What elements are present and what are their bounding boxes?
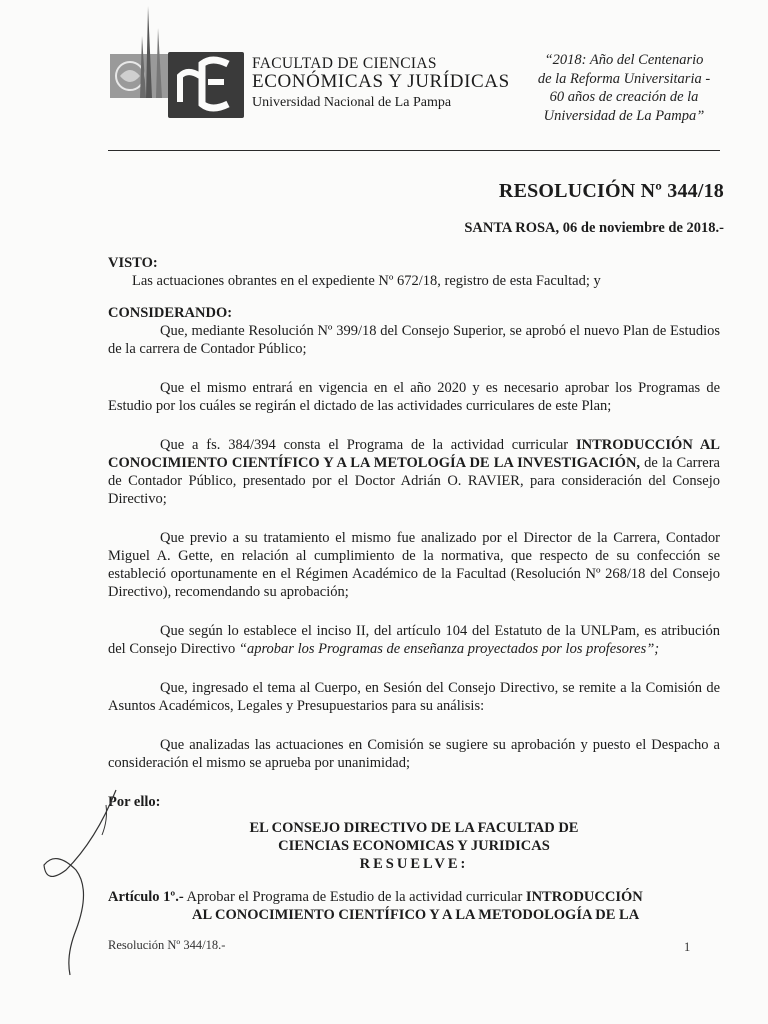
visto-text: Las actuaciones obrantes en el expediente Nº 672/18, registro de esta Facultad; y: [132, 273, 601, 289]
council-line-1: EL CONSEJO DIRECTIVO DE LA FACULTAD DE: [249, 820, 579, 836]
footer-resolution-ref: Resolución Nº 344/18.-: [108, 938, 226, 952]
faculty-name-block: [252, 56, 510, 114]
p3-text-c: de la Carrera de Contador Público, presentado por el Doctor Adrián O. RAVIER, para consideración del Consejo Directivo;: [108, 455, 720, 507]
considerando-paragraph-2: Que el mismo entrará en vigencia en el año 2020 y es necesario aprobar los Programas de Estudio por los cuáles se regirán el dictado de las actividades curriculares de este Plan;: [108, 380, 720, 414]
faculty-name-line1: FACULTAD DE CIENCIAS: [252, 55, 437, 72]
motto-line: 60 años de creación de la: [549, 89, 699, 105]
article-1-title-start: INTRODUCCIÓN: [525, 889, 643, 905]
university-name: Universidad Nacional de La Pampa: [252, 95, 452, 110]
article-1-label: Artículo 1º.-: [108, 889, 184, 905]
university-logo-icon: [108, 6, 248, 118]
motto-block: [512, 51, 736, 125]
article-1: [108, 888, 720, 924]
p3-text-a: Que a fs. 384/394 consta el Programa de la actividad curricular: [160, 437, 576, 453]
motto-line: “2018: Año del Centenario: [544, 52, 704, 68]
header-divider: [108, 150, 720, 151]
faculty-name-line2: ECONÓMICAS Y JURÍDICAS: [252, 71, 510, 92]
motto-line: de la Reforma Universitaria -: [537, 70, 711, 87]
article-1-title-continued: AL CONOCIMIENTO CIENTÍFICO Y A LA METODOLOGÍA DE LA: [192, 907, 640, 923]
document-body: [108, 254, 720, 924]
considerando-paragraph-3: [108, 436, 720, 508]
page-number: 1: [684, 940, 691, 954]
considerando-paragraph-7: Que analizadas las actuaciones en Comisión se sugiere su aprobación y puesto el Despacho a consideración el mismo se aprueba por unanimidad;: [108, 737, 720, 771]
resuelve-heading: RESUELVE:: [359, 856, 469, 872]
council-resolves-block: [108, 819, 720, 873]
council-line-2: CIENCIAS ECONOMICAS Y JURIDICAS: [278, 838, 550, 854]
place-date: SANTA ROSA, 06 de noviembre de 2018.-: [464, 220, 724, 236]
considerando-paragraph-6: Que, ingresado el tema al Cuerpo, en Sesión del Consejo Directivo, se remite a la Comisión de Asuntos Académicos, Legales y Presupuestarios para su análisis:: [108, 680, 720, 714]
p5-quote: “aprobar los Programas de enseñanza proyectados por los profesores”;: [238, 641, 660, 657]
considerando-heading: CONSIDERANDO:: [108, 305, 233, 321]
motto-line: Universidad de La Pampa”: [543, 107, 705, 124]
p5-text-a: Que según lo establece el inciso II, del artículo 104 del Estatuto de la UNLPam, es atribución del Consejo Directivo: [108, 623, 720, 657]
article-1-text: Aprobar el Programa de Estudio de la actividad curricular: [183, 889, 526, 905]
considerando-paragraph-5: [108, 622, 720, 658]
p3-course-title: INTRODUCCIÓN AL CONOCIMIENTO CIENTÍFICO Y A LA METOLOGÍA DE LA INVESTIGACIÓN,: [108, 437, 720, 471]
considerando-paragraph-4: Que previo a su tratamiento el mismo fue analizado por el Director de la Carrera, Contador Miguel A. Gette, en relación al cumplimiento de la normativa, que respecto de su confección se estableció oportunamente en el Régimen Académico de la Facultad (Resolución Nº 268/18 del Consejo Directivo), recomendando su aprobación;: [108, 530, 720, 600]
considerando-paragraph-1: Que, mediante Resolución Nº 399/18 del Consejo Superior, se aprobó el nuevo Plan de Estudios de la carrera de Contador Público;: [108, 323, 720, 357]
visto-heading: VISTO:: [108, 255, 158, 271]
por-ello: Por ello:: [108, 794, 161, 810]
resolution-number: RESOLUCIÓN Nº 344/18: [498, 180, 724, 202]
